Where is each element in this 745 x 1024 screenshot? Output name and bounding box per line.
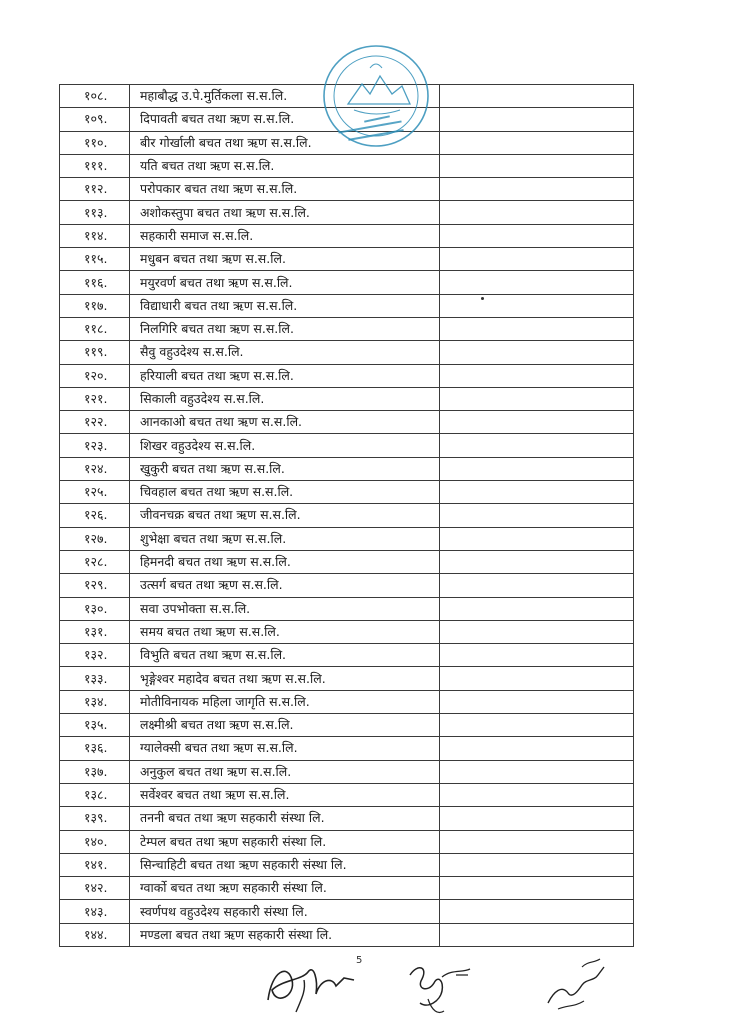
organization-name-cell: मण्डला बचत तथा ऋण सहकारी संस्था लि. bbox=[130, 923, 440, 946]
organization-name-cell: हिमनदी बचत तथा ऋण स.स.लि. bbox=[130, 550, 440, 573]
blank-cell bbox=[440, 364, 634, 387]
organization-name-cell: हरियाली बचत तथा ऋण स.स.लि. bbox=[130, 364, 440, 387]
blank-cell bbox=[440, 597, 634, 620]
table-row bbox=[60, 201, 634, 224]
table-row bbox=[60, 597, 634, 620]
blank-cell bbox=[440, 760, 634, 783]
table-row bbox=[60, 481, 634, 504]
organization-name-cell: सहकारी समाज स.स.लि. bbox=[130, 224, 440, 247]
table-row bbox=[60, 737, 634, 760]
serial-number-cell: १२०. bbox=[60, 364, 130, 387]
blank-cell bbox=[440, 667, 634, 690]
table-row bbox=[60, 341, 634, 364]
signature-right bbox=[538, 955, 618, 1015]
serial-number-cell: ११५. bbox=[60, 248, 130, 271]
table-row bbox=[60, 714, 634, 737]
serial-number-cell: १२६. bbox=[60, 504, 130, 527]
table-body bbox=[60, 85, 634, 947]
blank-cell bbox=[440, 387, 634, 410]
blank-cell bbox=[440, 434, 634, 457]
blank-cell bbox=[440, 248, 634, 271]
signature-middle bbox=[398, 955, 488, 1020]
blank-cell bbox=[440, 923, 634, 946]
serial-number-cell: १४०. bbox=[60, 830, 130, 853]
organization-name-cell: मोतीविनायक महिला जागृति स.स.लि. bbox=[130, 690, 440, 713]
organization-name-cell: विद्याधारी बचत तथा ऋण स.स.लि. bbox=[130, 294, 440, 317]
ink-speck bbox=[481, 297, 484, 300]
organization-name-cell: अनुकुल बचत तथा ऋण स.स.लि. bbox=[130, 760, 440, 783]
blank-cell bbox=[440, 714, 634, 737]
blank-cell bbox=[440, 271, 634, 294]
blank-cell bbox=[440, 178, 634, 201]
organization-name-cell: ग्वार्को बचत तथा ऋण सहकारी संस्था लि. bbox=[130, 877, 440, 900]
serial-number-cell: ११७. bbox=[60, 294, 130, 317]
organization-name-cell: सर्वेश्वर बचत तथा ऋण स.स.लि. bbox=[130, 783, 440, 806]
organization-name-cell: विभुति बचत तथा ऋण स.स.लि. bbox=[130, 644, 440, 667]
table-row bbox=[60, 690, 634, 713]
organization-name-cell: आनकाओ बचत तथा ऋण स.स.लि. bbox=[130, 411, 440, 434]
blank-cell bbox=[440, 457, 634, 480]
serial-number-cell: १३२. bbox=[60, 644, 130, 667]
blank-cell bbox=[440, 830, 634, 853]
table-row bbox=[60, 877, 634, 900]
blank-cell bbox=[440, 317, 634, 340]
organization-name-cell: स्वर्णपथ वहुउदेश्य सहकारी संस्था लि. bbox=[130, 900, 440, 923]
serial-number-cell: १११. bbox=[60, 154, 130, 177]
blank-cell bbox=[440, 294, 634, 317]
serial-number-cell: १२७. bbox=[60, 527, 130, 550]
table-row bbox=[60, 364, 634, 387]
organization-name-cell: खुकुरी बचत तथा ऋण स.स.लि. bbox=[130, 457, 440, 480]
serial-number-cell: १३६. bbox=[60, 737, 130, 760]
serial-number-cell: १२५. bbox=[60, 481, 130, 504]
table-row bbox=[60, 504, 634, 527]
table-row bbox=[60, 783, 634, 806]
organization-name-cell: शुभेक्षा बचत तथा ऋण स.स.लि. bbox=[130, 527, 440, 550]
serial-number-cell: १३८. bbox=[60, 783, 130, 806]
blank-cell bbox=[440, 481, 634, 504]
blank-cell bbox=[440, 877, 634, 900]
blank-cell bbox=[440, 853, 634, 876]
serial-number-cell: १२२. bbox=[60, 411, 130, 434]
table-row bbox=[60, 387, 634, 410]
organization-name-cell: उत्सर्ग बचत तथा ऋण स.स.लि. bbox=[130, 574, 440, 597]
organization-name-cell: जीवनचक्र बचत तथा ऋण स.स.लि. bbox=[130, 504, 440, 527]
serial-number-cell: १२९. bbox=[60, 574, 130, 597]
organization-name-cell: सवा उपभोक्ता स.स.लि. bbox=[130, 597, 440, 620]
table-row bbox=[60, 527, 634, 550]
serial-number-cell: ११२. bbox=[60, 178, 130, 201]
serial-number-cell: १४४. bbox=[60, 923, 130, 946]
table-row bbox=[60, 434, 634, 457]
blank-cell bbox=[440, 504, 634, 527]
table-row bbox=[60, 294, 634, 317]
table-row bbox=[60, 154, 634, 177]
table-row bbox=[60, 317, 634, 340]
blank-cell bbox=[440, 224, 634, 247]
organization-name-cell: टेम्पल बचत तथा ऋण सहकारी संस्था लि. bbox=[130, 830, 440, 853]
office-seal-stamp bbox=[318, 38, 438, 156]
serial-number-cell: १३७. bbox=[60, 760, 130, 783]
serial-number-cell: १३५. bbox=[60, 714, 130, 737]
serial-number-cell: १०८. bbox=[60, 85, 130, 108]
organization-name-cell: चिवहाल बचत तथा ऋण स.स.लि. bbox=[130, 481, 440, 504]
blank-cell bbox=[440, 900, 634, 923]
table-row bbox=[60, 807, 634, 830]
table-row bbox=[60, 830, 634, 853]
serial-number-cell: १३९. bbox=[60, 807, 130, 830]
organization-name-cell: निलगिरि बचत तथा ऋण स.स.लि. bbox=[130, 317, 440, 340]
table-row bbox=[60, 411, 634, 434]
table-row bbox=[60, 923, 634, 946]
serial-number-cell: १३१. bbox=[60, 620, 130, 643]
table-row bbox=[60, 620, 634, 643]
blank-cell bbox=[440, 574, 634, 597]
blank-cell bbox=[440, 783, 634, 806]
organization-name-cell: ग्यालेक्सी बचत तथा ऋण स.स.लि. bbox=[130, 737, 440, 760]
organization-name-cell: शिखर वहुउदेश्य स.स.लि. bbox=[130, 434, 440, 457]
table-row bbox=[60, 248, 634, 271]
organization-name-cell: भृङ्गेश्वर महादेव बचत तथा ऋण स.स.लि. bbox=[130, 667, 440, 690]
blank-cell bbox=[440, 550, 634, 573]
serial-number-cell: ११४. bbox=[60, 224, 130, 247]
organization-name-cell: सिकाली वहुउदेश्य स.स.लि. bbox=[130, 387, 440, 410]
table-row bbox=[60, 178, 634, 201]
blank-cell bbox=[440, 807, 634, 830]
organization-name-cell: दिपावती बचत तथा ऋण स.स.लि. bbox=[130, 108, 440, 131]
organization-name-cell: तननी बचत तथा ऋण सहकारी संस्था लि. bbox=[130, 807, 440, 830]
table-row bbox=[60, 550, 634, 573]
blank-cell bbox=[440, 108, 634, 131]
organization-name-cell: परोपकार बचत तथा ऋण स.स.लि. bbox=[130, 178, 440, 201]
serial-number-cell: १३३. bbox=[60, 667, 130, 690]
table-row bbox=[60, 760, 634, 783]
serial-number-cell: १२१. bbox=[60, 387, 130, 410]
blank-cell bbox=[440, 690, 634, 713]
organization-name-cell: मधुबन बचत तथा ऋण स.स.लि. bbox=[130, 248, 440, 271]
blank-cell bbox=[440, 644, 634, 667]
signature-page-mark: 5 bbox=[356, 955, 363, 966]
serial-number-cell: १३४. bbox=[60, 690, 130, 713]
organization-name-cell: समय बचत तथा ऋण स.स.लि. bbox=[130, 620, 440, 643]
blank-cell bbox=[440, 201, 634, 224]
serial-number-cell: १२४. bbox=[60, 457, 130, 480]
blank-cell bbox=[440, 737, 634, 760]
serial-number-cell: १४१. bbox=[60, 853, 130, 876]
serial-number-cell: १०९. bbox=[60, 108, 130, 131]
serial-number-cell: १२३. bbox=[60, 434, 130, 457]
serial-number-cell: ११९. bbox=[60, 341, 130, 364]
organization-name-cell: यति बचत तथा ऋण स.स.लि. bbox=[130, 154, 440, 177]
serial-number-cell: ११३. bbox=[60, 201, 130, 224]
organization-name-cell: सिन्चाहिटी बचत तथा ऋण सहकारी संस्था लि. bbox=[130, 853, 440, 876]
table-row bbox=[60, 853, 634, 876]
organization-name-cell: अशोकस्तुपा बचत तथा ऋण स.स.लि. bbox=[130, 201, 440, 224]
blank-cell bbox=[440, 154, 634, 177]
blank-cell bbox=[440, 341, 634, 364]
serial-number-cell: १४२. bbox=[60, 877, 130, 900]
table-row bbox=[60, 224, 634, 247]
table-row bbox=[60, 900, 634, 923]
blank-cell bbox=[440, 527, 634, 550]
blank-cell bbox=[440, 620, 634, 643]
serial-number-cell: १४३. bbox=[60, 900, 130, 923]
organization-name-cell: महाबौद्ध उ.पे.मुर्तिकला स.स.लि. bbox=[130, 85, 440, 108]
table-row bbox=[60, 457, 634, 480]
blank-cell bbox=[440, 85, 634, 108]
serial-number-cell: १२८. bbox=[60, 550, 130, 573]
organization-name-cell: बीर गोर्खाली बचत तथा ऋण स.स.लि. bbox=[130, 131, 440, 154]
serial-number-cell: १३०. bbox=[60, 597, 130, 620]
table-row bbox=[60, 574, 634, 597]
organization-name-cell: मयुरवर्ण बचत तथा ऋण स.स.लि. bbox=[130, 271, 440, 294]
serial-number-cell: ११६. bbox=[60, 271, 130, 294]
table-row bbox=[60, 667, 634, 690]
signature-left bbox=[258, 950, 368, 1020]
blank-cell bbox=[440, 131, 634, 154]
table-row bbox=[60, 271, 634, 294]
cooperative-register-table bbox=[59, 84, 634, 947]
organization-name-cell: सैवु वहुउदेश्य स.स.लि. bbox=[130, 341, 440, 364]
serial-number-cell: ११८. bbox=[60, 317, 130, 340]
blank-cell bbox=[440, 411, 634, 434]
serial-number-cell: ११०. bbox=[60, 131, 130, 154]
organization-name-cell: लक्ष्मीश्री बचत तथा ऋण स.स.लि. bbox=[130, 714, 440, 737]
table-row bbox=[60, 644, 634, 667]
